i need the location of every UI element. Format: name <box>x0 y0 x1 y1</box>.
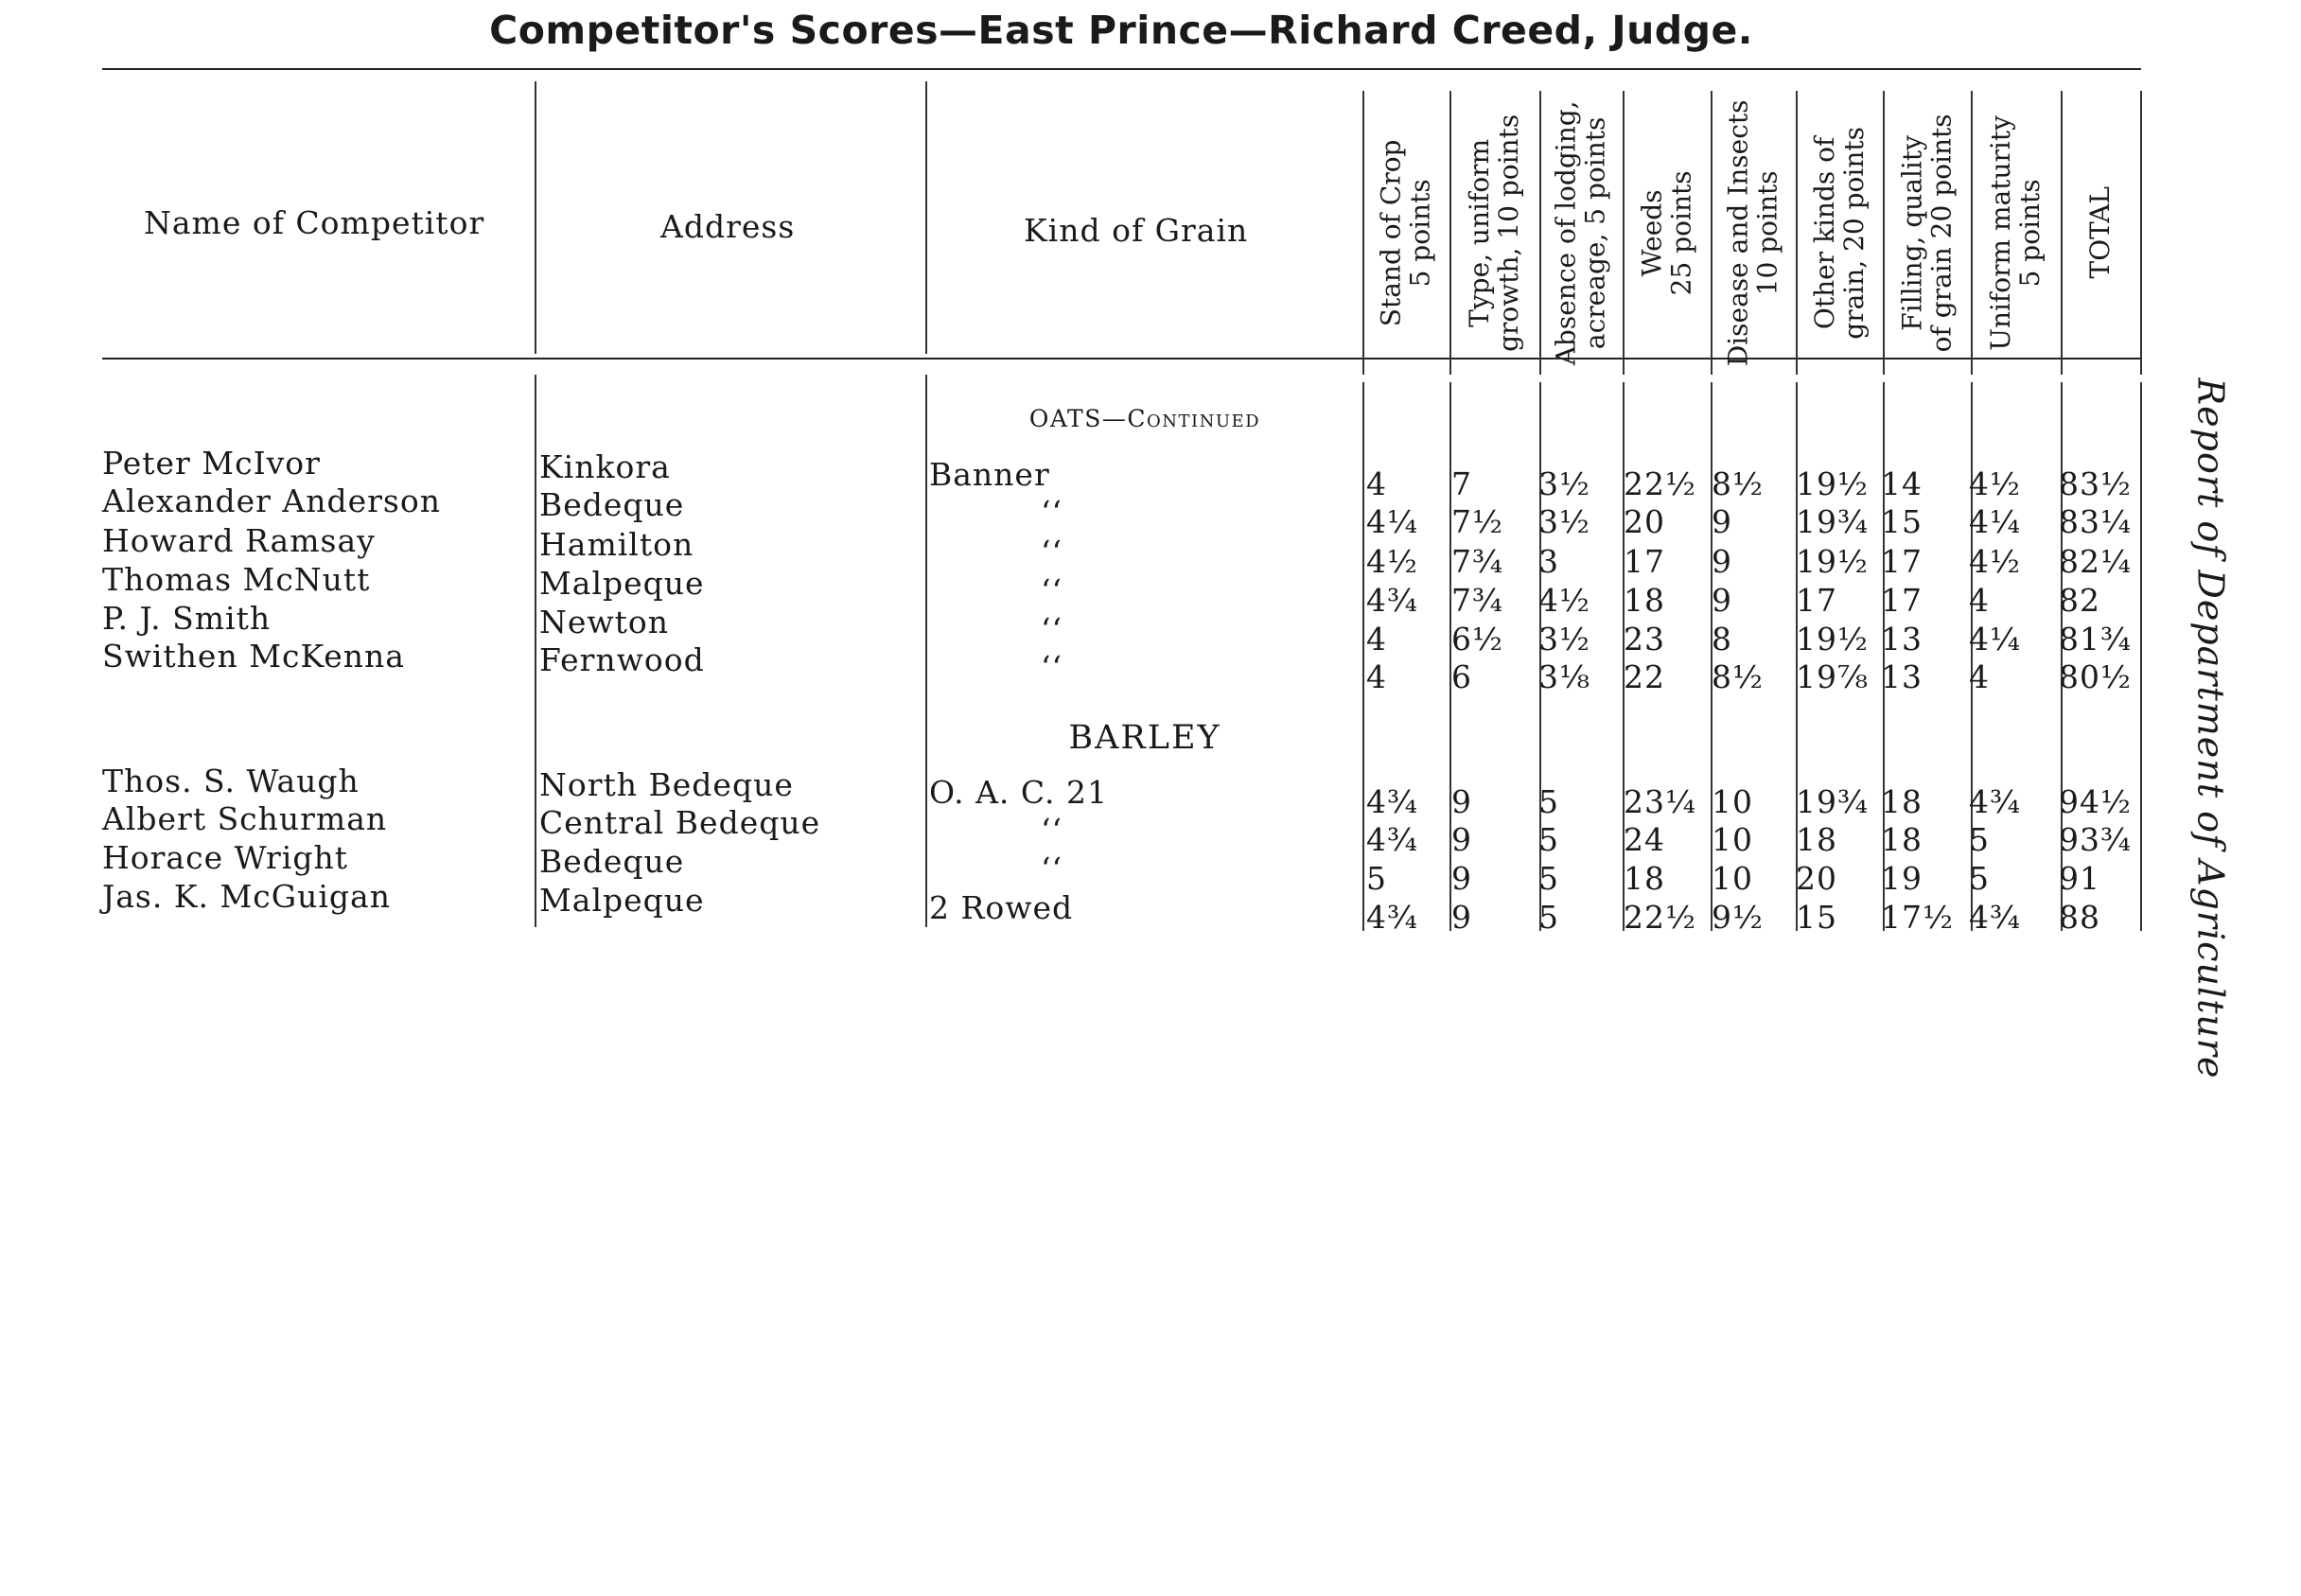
score-cell: 8 <box>1712 621 1732 658</box>
score-cell: 19½ <box>1796 621 1869 658</box>
header-column-rule <box>535 81 536 354</box>
score-cell: 4½ <box>1366 543 1418 580</box>
criteria-header-line1: Filling, quality <box>1896 134 1928 331</box>
criteria-header-line1: Weeds <box>1636 189 1668 276</box>
grain-kind: O. A. C. 21 <box>929 774 1108 811</box>
score-cell: 3½ <box>1538 621 1590 658</box>
competitor-address: Newton <box>539 604 670 640</box>
competitor-name: Jas. K. McGuigan <box>102 878 391 915</box>
score-cell: 17 <box>1881 543 1923 580</box>
score-cell: 18 <box>1796 821 1837 858</box>
score-cell: 80½ <box>2059 658 2132 695</box>
competitor-address: Hamilton <box>539 526 694 563</box>
criteria-header-line2: 5 points <box>2014 178 2046 288</box>
criteria-header-line1: Uniform maturity <box>1985 114 2017 351</box>
score-cell: 9 <box>1451 899 1472 936</box>
criteria-header <box>1971 91 2061 375</box>
score-cell: 22½ <box>1624 465 1696 502</box>
score-cell: 4¾ <box>1366 821 1418 858</box>
competitor-address: Fernwood <box>539 641 705 678</box>
competitor-name: Albert Schurman <box>102 800 388 837</box>
score-cell: 5 <box>1366 860 1387 897</box>
score-cell: 3⅛ <box>1538 658 1590 695</box>
score-cell: 91 <box>2059 860 2100 897</box>
score-cell: 19 <box>1881 860 1923 897</box>
grain-kind: 2 Rowed <box>929 889 1074 926</box>
score-cell: 4½ <box>1969 465 2021 502</box>
criteria-header <box>1449 91 1539 375</box>
score-cell: 19½ <box>1796 543 1869 580</box>
score-cell: 83¼ <box>2059 503 2132 540</box>
score-cell: 20 <box>1796 860 1837 897</box>
score-cell: 13 <box>1881 658 1923 695</box>
score-cell: 3 <box>1538 543 1559 580</box>
side-caption-text: Report of Department of Agriculture <box>2189 377 2231 1079</box>
score-cell: 82¼ <box>2059 543 2132 580</box>
score-cell: 9 <box>1712 582 1732 619</box>
competitor-name: Peter McIvor <box>102 445 321 482</box>
competitor-name: Howard Ramsay <box>102 522 376 559</box>
score-cell: 20 <box>1624 503 1665 540</box>
score-cell: 4¾ <box>1969 899 2021 936</box>
competitor-address: Malpeque <box>539 565 705 602</box>
criteria-header-rule <box>2140 91 2142 375</box>
score-cell: 5 <box>1538 821 1559 858</box>
section-heading: OATS—Continued <box>1028 405 1261 432</box>
score-cell: 4 <box>1366 621 1387 658</box>
score-cell: 8½ <box>1712 658 1764 695</box>
score-cell: 10 <box>1712 783 1753 820</box>
score-cell: 22 <box>1624 658 1665 695</box>
score-cell: 18 <box>1624 582 1665 619</box>
competitor-address: Bedeque <box>539 486 685 523</box>
top-rule <box>102 68 2141 70</box>
score-cell: 9 <box>1451 783 1472 820</box>
criteria-header <box>1796 91 1883 375</box>
score-cell: 4 <box>1366 465 1387 502</box>
score-cell: 18 <box>1624 860 1665 897</box>
criteria-body-rule <box>1362 382 1364 931</box>
score-cell: 19¾ <box>1796 503 1869 540</box>
score-cell: 4 <box>1969 658 1990 695</box>
score-cell: 4¼ <box>1969 503 2021 540</box>
grain-kind: ‘‘ <box>1041 812 1063 849</box>
criteria-header <box>2061 91 2140 375</box>
section-heading: BARLEY <box>1068 719 1221 757</box>
score-cell: 5 <box>1969 860 1990 897</box>
score-cell: 3½ <box>1538 465 1590 502</box>
score-cell: 19¾ <box>1796 783 1869 820</box>
header-name: Name of Competitor <box>144 204 485 241</box>
score-cell: 7¾ <box>1451 582 1503 619</box>
body-column-rule <box>535 375 536 927</box>
criteria-header-line2: acreage, 5 points <box>1580 116 1611 349</box>
criteria-header-line1: Absence of lodging, <box>1550 100 1582 365</box>
criteria-body-rule <box>2140 382 2142 931</box>
header-grain: Kind of Grain <box>1024 212 1249 249</box>
score-cell: 10 <box>1712 860 1753 897</box>
competitor-name: Thos. S. Waugh <box>102 763 360 799</box>
score-cell: 17 <box>1624 543 1665 580</box>
score-cell: 5 <box>1538 783 1559 820</box>
score-cell: 19½ <box>1796 465 1869 502</box>
criteria-header <box>1362 91 1449 375</box>
score-cell: 23 <box>1624 621 1665 658</box>
score-cell: 17 <box>1881 582 1923 619</box>
score-cell: 4 <box>1366 658 1387 695</box>
score-cell: 88 <box>2059 899 2100 936</box>
competitor-name: Thomas McNutt <box>102 561 371 598</box>
competitor-name: Alexander Anderson <box>102 482 441 519</box>
score-cell: 14 <box>1881 465 1923 502</box>
criteria-header <box>1711 91 1796 375</box>
competitor-name: P. J. Smith <box>102 600 272 637</box>
score-cell: 18 <box>1881 783 1923 820</box>
score-cell: 17½ <box>1881 899 1954 936</box>
score-cell: 23¼ <box>1624 783 1696 820</box>
competitor-address: Bedeque <box>539 843 685 880</box>
grain-kind: ‘‘ <box>1041 851 1063 887</box>
criteria-header <box>1623 91 1711 375</box>
criteria-header-line1: Stand of Crop <box>1375 139 1407 326</box>
score-cell: 4¾ <box>1366 783 1418 820</box>
score-cell: 81¾ <box>2059 621 2132 658</box>
criteria-header-line2: growth, 10 points <box>1493 114 1525 352</box>
score-cell: 4¾ <box>1969 783 2021 820</box>
score-cell: 9½ <box>1712 899 1764 936</box>
header-column-rule <box>925 81 927 354</box>
score-cell: 94½ <box>2059 783 2132 820</box>
score-cell: 24 <box>1624 821 1665 858</box>
competitor-address: Central Bedeque <box>539 804 821 841</box>
competitor-name: Horace Wright <box>102 839 349 876</box>
score-cell: 22½ <box>1624 899 1696 936</box>
page-title: Competitor's Scores—East Prince—Richard Creed, Judge. <box>489 8 1753 53</box>
score-cell: 93¾ <box>2059 821 2132 858</box>
score-cell: 18 <box>1881 821 1923 858</box>
score-cell: 5 <box>1969 821 1990 858</box>
score-cell: 17 <box>1796 582 1837 619</box>
score-cell: 4½ <box>1538 582 1590 619</box>
body-column-rule <box>925 375 927 927</box>
grain-kind: Banner <box>929 456 1050 493</box>
grain-kind: ‘‘ <box>1041 649 1063 686</box>
side-caption <box>2165 341 2256 1116</box>
competitor-address: North Bedeque <box>539 766 794 803</box>
score-cell: 9 <box>1712 503 1732 540</box>
score-cell: 7¾ <box>1451 543 1503 580</box>
score-cell: 4¼ <box>1366 503 1418 540</box>
score-cell: 10 <box>1712 821 1753 858</box>
score-cell: 5 <box>1538 860 1559 897</box>
criteria-header-line1: Disease and Insects <box>1722 99 1754 366</box>
score-cell: 8½ <box>1712 465 1764 502</box>
score-cell: 13 <box>1881 621 1923 658</box>
criteria-header-line2: grain, 20 points <box>1838 126 1870 340</box>
score-cell: 4¼ <box>1969 621 2021 658</box>
competitor-address: Kinkora <box>539 448 671 485</box>
score-cell: 6½ <box>1451 621 1503 658</box>
score-cell: 4 <box>1969 582 1990 619</box>
score-cell: 7 <box>1451 465 1472 502</box>
score-cell: 4¾ <box>1366 582 1418 619</box>
header-address: Address <box>660 208 796 245</box>
criteria-header-line1: TOTAL <box>2084 186 2117 279</box>
score-cell: 4½ <box>1969 543 2021 580</box>
criteria-header-line1: Type, uniform <box>1464 138 1496 327</box>
score-cell: 82 <box>2059 582 2100 619</box>
score-cell: 15 <box>1881 503 1923 540</box>
criteria-header-line2: of grain 20 points <box>1925 114 1958 352</box>
score-cell: 15 <box>1796 899 1837 936</box>
score-cell: 4¾ <box>1366 899 1418 936</box>
grain-kind: ‘‘ <box>1041 572 1063 609</box>
criteria-header <box>1539 91 1623 375</box>
competitor-address: Malpeque <box>539 882 705 919</box>
grain-kind: ‘‘ <box>1041 611 1063 648</box>
criteria-header-line1: Other kinds of <box>1808 136 1840 329</box>
score-cell: 9 <box>1451 860 1472 897</box>
criteria-header-line2: 10 points <box>1752 170 1784 295</box>
score-cell: 7½ <box>1451 503 1503 540</box>
criteria-header-line2: 5 points <box>1405 178 1437 288</box>
score-cell: 9 <box>1712 543 1732 580</box>
score-cell: 5 <box>1538 899 1559 936</box>
score-cell: 9 <box>1451 821 1472 858</box>
score-cell: 83½ <box>2059 465 2132 502</box>
score-cell: 3½ <box>1538 503 1590 540</box>
score-cell: 6 <box>1451 658 1472 695</box>
competitor-name: Swithen McKenna <box>102 638 405 675</box>
score-cell: 19⅞ <box>1796 658 1869 695</box>
grain-kind: ‘‘ <box>1041 494 1063 531</box>
criteria-header <box>1883 91 1971 375</box>
criteria-header-line2: 25 points <box>1665 170 1697 295</box>
grain-kind: ‘‘ <box>1041 534 1063 570</box>
